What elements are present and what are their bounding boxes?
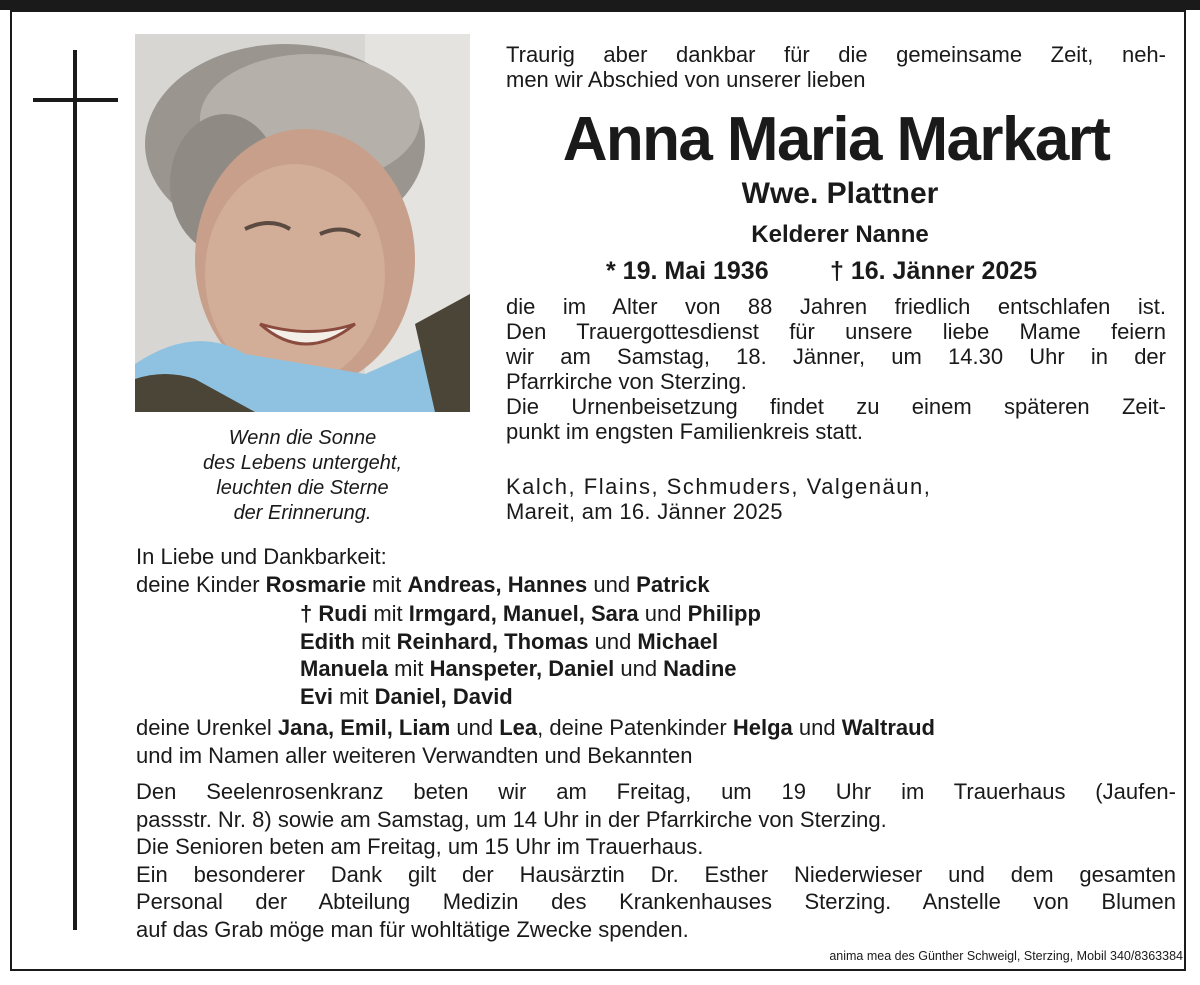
quote-line: leuchten die Sterne: [216, 477, 389, 499]
grandkids-names: Jana, Emil, Liam: [277, 715, 451, 740]
kid-family-last: Patrick: [636, 571, 710, 597]
kids-list: [300, 600, 1000, 710]
life-dates: [606, 255, 1066, 287]
kid-name: Evi: [300, 683, 334, 709]
kid-with: mit: [388, 656, 430, 681]
top-rule: [0, 0, 1200, 10]
kids-line: [300, 655, 1000, 683]
portrait-image: [135, 34, 470, 412]
kids-line: [300, 628, 1000, 656]
kid-with: mit: [355, 628, 397, 654]
notice-line: Den Seelenrosenkranz beten wir am Freitag, um 19 Uhr im Trauerhaus (Jaufen-: [136, 779, 1176, 804]
kid-and: und: [614, 656, 664, 681]
kids-line: [300, 600, 1000, 628]
quote-line: der Erinnerung.: [233, 502, 372, 524]
cross-icon-bar: [33, 98, 118, 102]
place-date: [506, 474, 1166, 524]
cross-icon: [73, 50, 77, 930]
kid-family-last: Nadine: [663, 656, 737, 681]
kid-and: und: [638, 601, 688, 626]
body-line: Pfarrkirche von Sterzing.: [506, 369, 747, 394]
grandkids-last: Lea: [499, 715, 538, 740]
kids-line-1: [136, 571, 1176, 599]
kid-and: und: [588, 628, 638, 654]
notices: [136, 778, 1176, 943]
quote-line: Wenn die Sonne: [228, 427, 377, 449]
death-date: † 16. Jänner 2025: [830, 257, 1038, 285]
godkid-name: Waltraud: [841, 715, 935, 740]
place-line: Mareit, am 16. Jänner 2025: [506, 499, 783, 524]
kid-family-last: Philipp: [687, 601, 761, 626]
grandkids-and: und: [450, 715, 500, 740]
deceased-name: Anna Maria Markart: [562, 105, 1110, 174]
intro-line: Traurig aber dankbar für die gemeinsame Zeit, neh-: [506, 42, 1166, 67]
kid-family: Reinhard, Thomas: [396, 628, 589, 654]
kid-name: † Rudi: [300, 601, 368, 626]
portrait-photo: [135, 34, 470, 412]
kid-and: und: [587, 571, 637, 597]
body-line: die im Alter von 88 Jahren friedlich entschlafen ist.: [506, 294, 1166, 319]
quote: [150, 426, 455, 526]
godkids-prefix: , deine Patenkinder: [537, 715, 733, 740]
kid-family: Hanspeter, Daniel: [429, 656, 615, 681]
widow-name: Wwe. Plattner: [741, 177, 939, 210]
body-line: Die Urnenbeisetzung findet zu einem späteren Zeit-: [506, 394, 1166, 419]
kid-name: Edith: [300, 628, 355, 654]
kid-name: Manuela: [300, 656, 389, 681]
birth-date: * 19. Mai 1936: [606, 257, 769, 285]
grandkids-line: [136, 714, 1176, 742]
body-line: wir am Samstag, 18. Jänner, um 14.30 Uhr in der: [506, 344, 1166, 369]
grandkids-prefix: deine Urenkel: [136, 715, 278, 740]
kid-family: Irmgard, Manuel, Sara: [408, 601, 639, 626]
kids-line: [300, 683, 1000, 711]
kids-prefix: deine Kinder: [136, 571, 266, 597]
kid-with: mit: [333, 683, 375, 709]
body-line: punkt im engsten Familienkreis statt.: [506, 419, 864, 444]
kid-with: mit: [367, 601, 409, 626]
notice-line: Ein besonderer Dank gilt der Hausärztin Dr. Esther Niederwieser und dem gesamten: [136, 861, 1176, 887]
relatives-line: und im Namen aller weiteren Verwandten und Bekannten: [136, 742, 693, 768]
kid-name: Rosmarie: [265, 571, 366, 597]
nickname: Kelderer Nanne: [751, 221, 929, 248]
godkids-and: und: [792, 715, 842, 740]
kid-family: Daniel, David: [374, 683, 513, 709]
kid-with: mit: [365, 571, 408, 597]
notice-line: passstr. Nr. 8) sowie am Samstag, um 14 Uhr in der Pfarrkirche von Sterzing.: [136, 806, 887, 832]
quote-line: des Lebens untergeht,: [202, 452, 403, 474]
notice-line: Personal der Abteilung Medizin des Krankenhauses Sterzing. Anstelle von Blumen: [136, 889, 1176, 914]
service-text: [506, 294, 1166, 444]
kid-family: Andreas, Hannes: [407, 571, 588, 597]
family-intro: [136, 543, 1176, 598]
notice-line: auf das Grab möge man für wohltätige Zwecke spenden.: [136, 916, 689, 942]
godkid-name: Helga: [732, 715, 793, 740]
descendants: [136, 714, 1176, 769]
place-line: Kalch, Flains, Schmuders, Valgenäun,: [506, 474, 932, 499]
family-opening: In Liebe und Dankbarkeit:: [136, 544, 387, 569]
intro-text: [506, 42, 1166, 92]
kid-family-last: Michael: [637, 628, 719, 654]
intro-line: men wir Abschied von unserer lieben: [506, 67, 866, 92]
footer-credit: anima mea des Günther Schweigl, Sterzing, Mobil 340/8363384: [829, 949, 1183, 963]
notice-line: Die Senioren beten am Freitag, um 15 Uhr im Trauerhaus.: [136, 834, 704, 859]
body-line: Den Trauergottesdienst für unsere liebe Mame feiern: [506, 319, 1166, 344]
